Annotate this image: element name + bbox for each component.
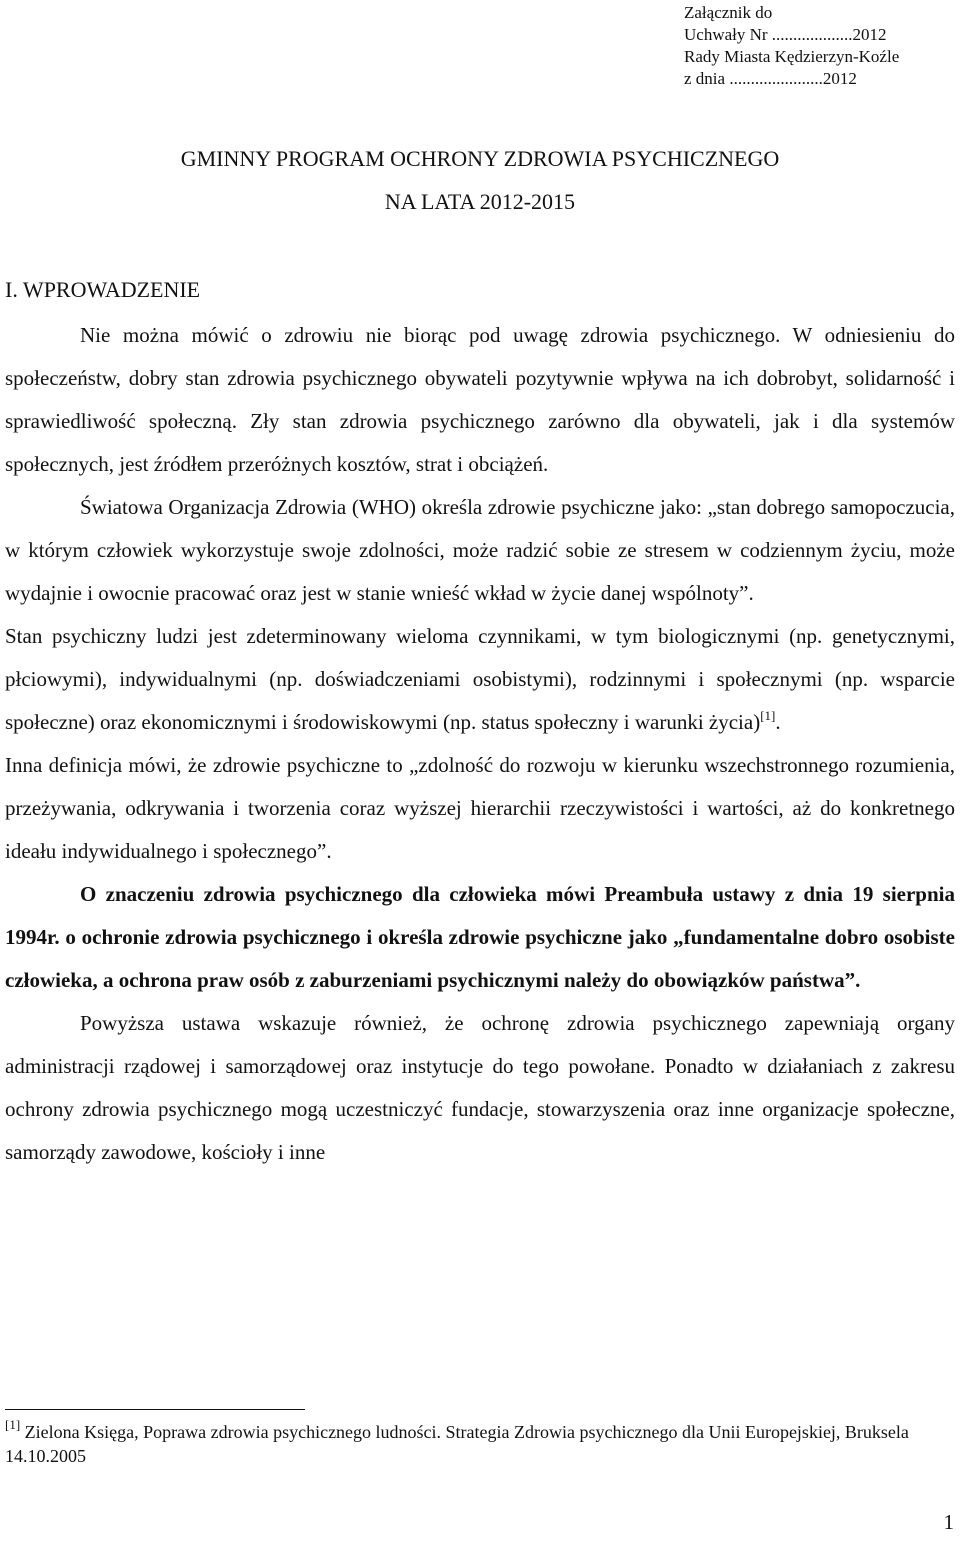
paragraph-mental-state [5, 615, 955, 744]
paragraph-intro: Nie można mówić o zdrowiu nie biorąc pod uwagę zdrowia psychicznego. W odniesieniu do społeczeństw, dobry stan zdrowia psychicznego obywateli pozytywnie wpływa na ich dobrobyt, solidarność i sprawiedliwość społeczną. Zły stan zdrowia psychicznego zarówno dla obywateli, jak i dla systemów społecznych, jest źródłem przeróżnych kosztów, strat i obciążeń. [5, 323, 955, 476]
paragraph-preamble: O znaczeniu zdrowia psychicznego dla człowieka mówi Preambuła ustawy z dnia 19 sierpnia 1994r. o ochronie zdrowia psychicznego i określa zdrowie psychiczne jako „fundamentalne dobro osobiste człowieka, a ochrona praw osób z zaburzeniami psychicznymi należy do obowiązków państwa”. [5, 882, 955, 992]
annex-line-1: Załącznik do [684, 3, 773, 22]
annex-line-4: z dnia ......................2012 [684, 69, 857, 88]
annex-header [684, 2, 954, 90]
footnote-divider [5, 1409, 305, 1410]
paragraph-other-definition: Inna definicja mówi, że zdrowie psychiczne to „zdolność do rozwoju w kierunku wszechstronnego rozumienia, przeżywania, odkrywania i tworzenia coraz wyższej hierarchii rzeczywistości i wartości, aż do konkretnego ideału indywidualnego i społecznego”. [5, 753, 955, 863]
document-body [5, 314, 955, 1174]
footnote-marker: [1] [5, 1417, 21, 1432]
footnote [5, 1417, 955, 1468]
paragraph-act: Powyższa ustawa wskazuje również, że ochronę zdrowia psychicznego zapewniają organy administracji rządowej i samorządowej oraz instytucje do tego powołane. Ponadto w działaniach z zakresu ochrony zdrowia psychicznego mogą uczestniczyć fundacje, stowarzyszenia oraz inne organizacje społeczne, samorządy zawodowe, kościoły i inne [5, 1011, 955, 1164]
document-title-line-2: NA LATA 2012-2015 [384, 189, 576, 214]
paragraph-who-definition: Światowa Organizacja Zdrowia (WHO) określa zdrowie psychiczne jako: „stan dobrego samopoczucia, w którym człowiek wykorzystuje swoje zdolności, może radzić sobie ze stresem w codziennym życiu, może wydajnie i owocnie pracować oraz jest w stanie wnieść wkład w życie danej wspólnoty”. [5, 495, 955, 605]
paragraph-mental-state-text: Stan psychiczny ludzi jest zdeterminowany wieloma czynnikami, w tym biologicznymi (np. genetycznymi, płciowymi), indywidualnymi (np. doświadczeniami osobistymi), rodzinnymi i społecznymi (np. wsparcie społeczne) oraz ekonomicznymi i środowiskowymi (np. status społeczny i warunki życia) [5, 624, 955, 734]
annex-line-3: Rady Miasta Kędzierzyn-Koźle [684, 47, 900, 66]
section-heading: I. WPROWADZENIE [5, 277, 201, 302]
paragraph-mental-state-end: . [775, 710, 781, 734]
footnote-text: Zielona Księga, Poprawa zdrowia psychicznego ludności. Strategia Zdrowia psychicznego dla Unii Europejskiej, Bruksela 14.10.2005 [5, 1422, 909, 1466]
page-number: 1 [943, 1510, 954, 1534]
document-title-line-1: GMINNY PROGRAM OCHRONY ZDROWIA PSYCHICZNEGO [180, 146, 780, 171]
annex-line-2: Uchwały Nr ...................2012 [684, 25, 887, 44]
footnote-reference[interactable]: [1] [760, 708, 776, 723]
